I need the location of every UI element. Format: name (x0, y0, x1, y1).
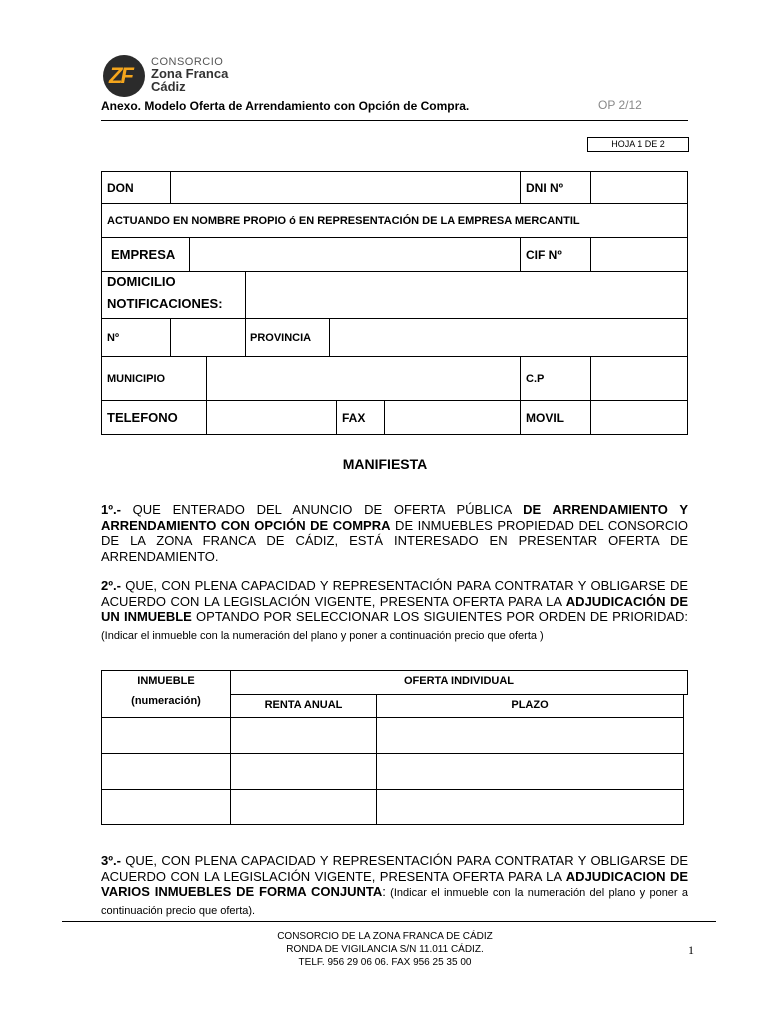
logo-consorcio: CONSORCIO (151, 56, 224, 68)
paragraph-2-bold: ADJUDICACIÓN DE UN INMUEBLE (101, 593, 688, 624)
footer-line-1: CONSORCIO DE LA ZONA FRANCA DE CÁDIZ (277, 931, 493, 942)
paragraph-3 (101, 853, 688, 919)
provincia-field[interactable] (329, 318, 688, 357)
inmueble-header-label: INMUEBLE (137, 675, 195, 687)
paragraph-3-text-b: : (382, 884, 386, 899)
dni-field[interactable] (590, 171, 688, 204)
paragraph-3-bold: ADJUDICACION DE VARIOS INMUEBLES DE FORMA CONJUNTA (101, 868, 688, 899)
fax-label: FAX (336, 400, 385, 435)
numero-label: Nº (101, 318, 171, 357)
domicilio-label (101, 271, 246, 319)
paragraph-1-bold: DE ARRENDAMIENTO Y ARRENDAMIENTO CON OPCIÓN DE COMPRA (101, 502, 688, 533)
footer-line-2: RONDA DE VIGILANCIA S/N 11.011 CÁDIZ. (286, 944, 484, 955)
logo-mark (103, 55, 145, 97)
paragraph-2-note: (Indicar el inmueble con la numeración del plano y poner a continuación precio que oferta ) (101, 629, 544, 642)
offer-row-1-renta[interactable] (230, 717, 377, 754)
telefono-label: TELEFONO (101, 400, 207, 435)
offer-row-2-renta[interactable] (230, 753, 377, 790)
empresa-label: EMPRESA (101, 237, 190, 272)
offer-row-1-inmueble[interactable] (101, 717, 231, 754)
don-field[interactable] (170, 171, 521, 204)
logo-cadiz: Cádiz (151, 79, 186, 94)
logo-mark-text: ZF (109, 63, 132, 88)
manifiesta-heading: MANIFIESTA (342, 456, 428, 472)
cp-field[interactable] (590, 356, 688, 401)
offer-row-3-renta[interactable] (230, 789, 377, 825)
municipio-field[interactable] (206, 356, 521, 401)
paragraph-3-number: 3º.- (101, 853, 121, 868)
numeracion-header-label: (numeración) (131, 695, 201, 707)
paragraph-2-number: 2º.- (101, 578, 121, 593)
offer-row-3-inmueble[interactable] (101, 789, 231, 825)
offer-row-2-inmueble[interactable] (101, 753, 231, 790)
oferta-individual-header: OFERTA INDIVIDUAL (230, 670, 688, 695)
cif-label: CIF Nº (520, 237, 591, 272)
cp-label: C.P (520, 356, 591, 401)
footer-divider (62, 921, 716, 922)
paragraph-3-text-a: QUE, CON PLENA CAPACIDAD Y REPRESENTACIÓN PARA CONTRATAR Y OBLIGARSE DE ACUERDO CON LA LEGISLACIÓN VIGENTE, PRESENTA OFERTA PARA LA (101, 853, 688, 884)
domicilio-field[interactable] (245, 271, 688, 319)
paragraph-1-number: 1º.- (101, 502, 121, 517)
document-title: Anexo. Modelo Oferta de Arrendamiento con Opción de Compra. (101, 99, 470, 113)
municipio-label: MUNICIPIO (101, 356, 207, 401)
paragraph-2-text-a: QUE, CON PLENA CAPACIDAD Y REPRESENTACIÓN PARA CONTRATAR Y OBLIGARSE DE ACUERDO CON LA LEGISLACIÓN VIGENTE, PRESENTA OFERTA PARA LA (101, 578, 688, 609)
sheet-indicator: HOJA 1 DE 2 (587, 137, 689, 152)
dni-label: DNI Nº (520, 171, 591, 204)
page-number: 1 (688, 943, 694, 957)
logo-zona-franca: Zona Franca (151, 66, 229, 81)
cif-field[interactable] (590, 237, 688, 272)
offer-row-3-plazo[interactable] (376, 789, 684, 825)
domicilio-label-line1: DOMICILIO (107, 274, 176, 289)
paragraph-1-text-b: DE INMUEBLES PROPIEDAD DEL CONSORCIO DE LA ZONA FRANCA DE CÁDIZ, ESTÁ INTERESADO EN PRESENTAR OFERTA DE ARRENDAMIENTO. (101, 517, 688, 564)
document-code: OP 2/12 (598, 98, 642, 112)
header-divider (101, 120, 688, 121)
movil-label: MOVIL (520, 400, 591, 435)
fax-field[interactable] (384, 400, 521, 435)
telefono-field[interactable] (206, 400, 337, 435)
empresa-field[interactable] (189, 237, 521, 272)
offer-row-2-plazo[interactable] (376, 753, 684, 790)
paragraph-3-note: (Indicar el inmueble con la numeración del plano y poner a continuación precio que oferta). (101, 887, 688, 917)
don-label: DON (101, 171, 171, 204)
paragraph-2-text-b: OPTANDO POR SELECCIONAR LOS SIGUIENTES POR ORDEN DE PRIORIDAD: (191, 609, 689, 624)
numero-field[interactable] (170, 318, 246, 357)
renta-anual-header: RENTA ANUAL (230, 694, 377, 718)
representation-label: ACTUANDO EN NOMBRE PROPIO ó EN REPRESENTACIÓN DE LA EMPRESA MERCANTIL (101, 203, 688, 238)
paragraph-1 (101, 502, 688, 564)
domicilio-label-line2: NOTIFICACIONES: (107, 296, 223, 311)
paragraph-1-text-a: QUE ENTERADO DEL ANUNCIO DE OFERTA PÚBLICA (120, 502, 524, 517)
offer-row-1-plazo[interactable] (376, 717, 684, 754)
movil-field[interactable] (590, 400, 688, 435)
footer-line-3: TELF. 956 29 06 06. FAX 956 25 35 00 (298, 957, 472, 968)
provincia-label: PROVINCIA (245, 318, 330, 357)
paragraph-2 (101, 578, 688, 644)
plazo-header: PLAZO (376, 694, 684, 718)
